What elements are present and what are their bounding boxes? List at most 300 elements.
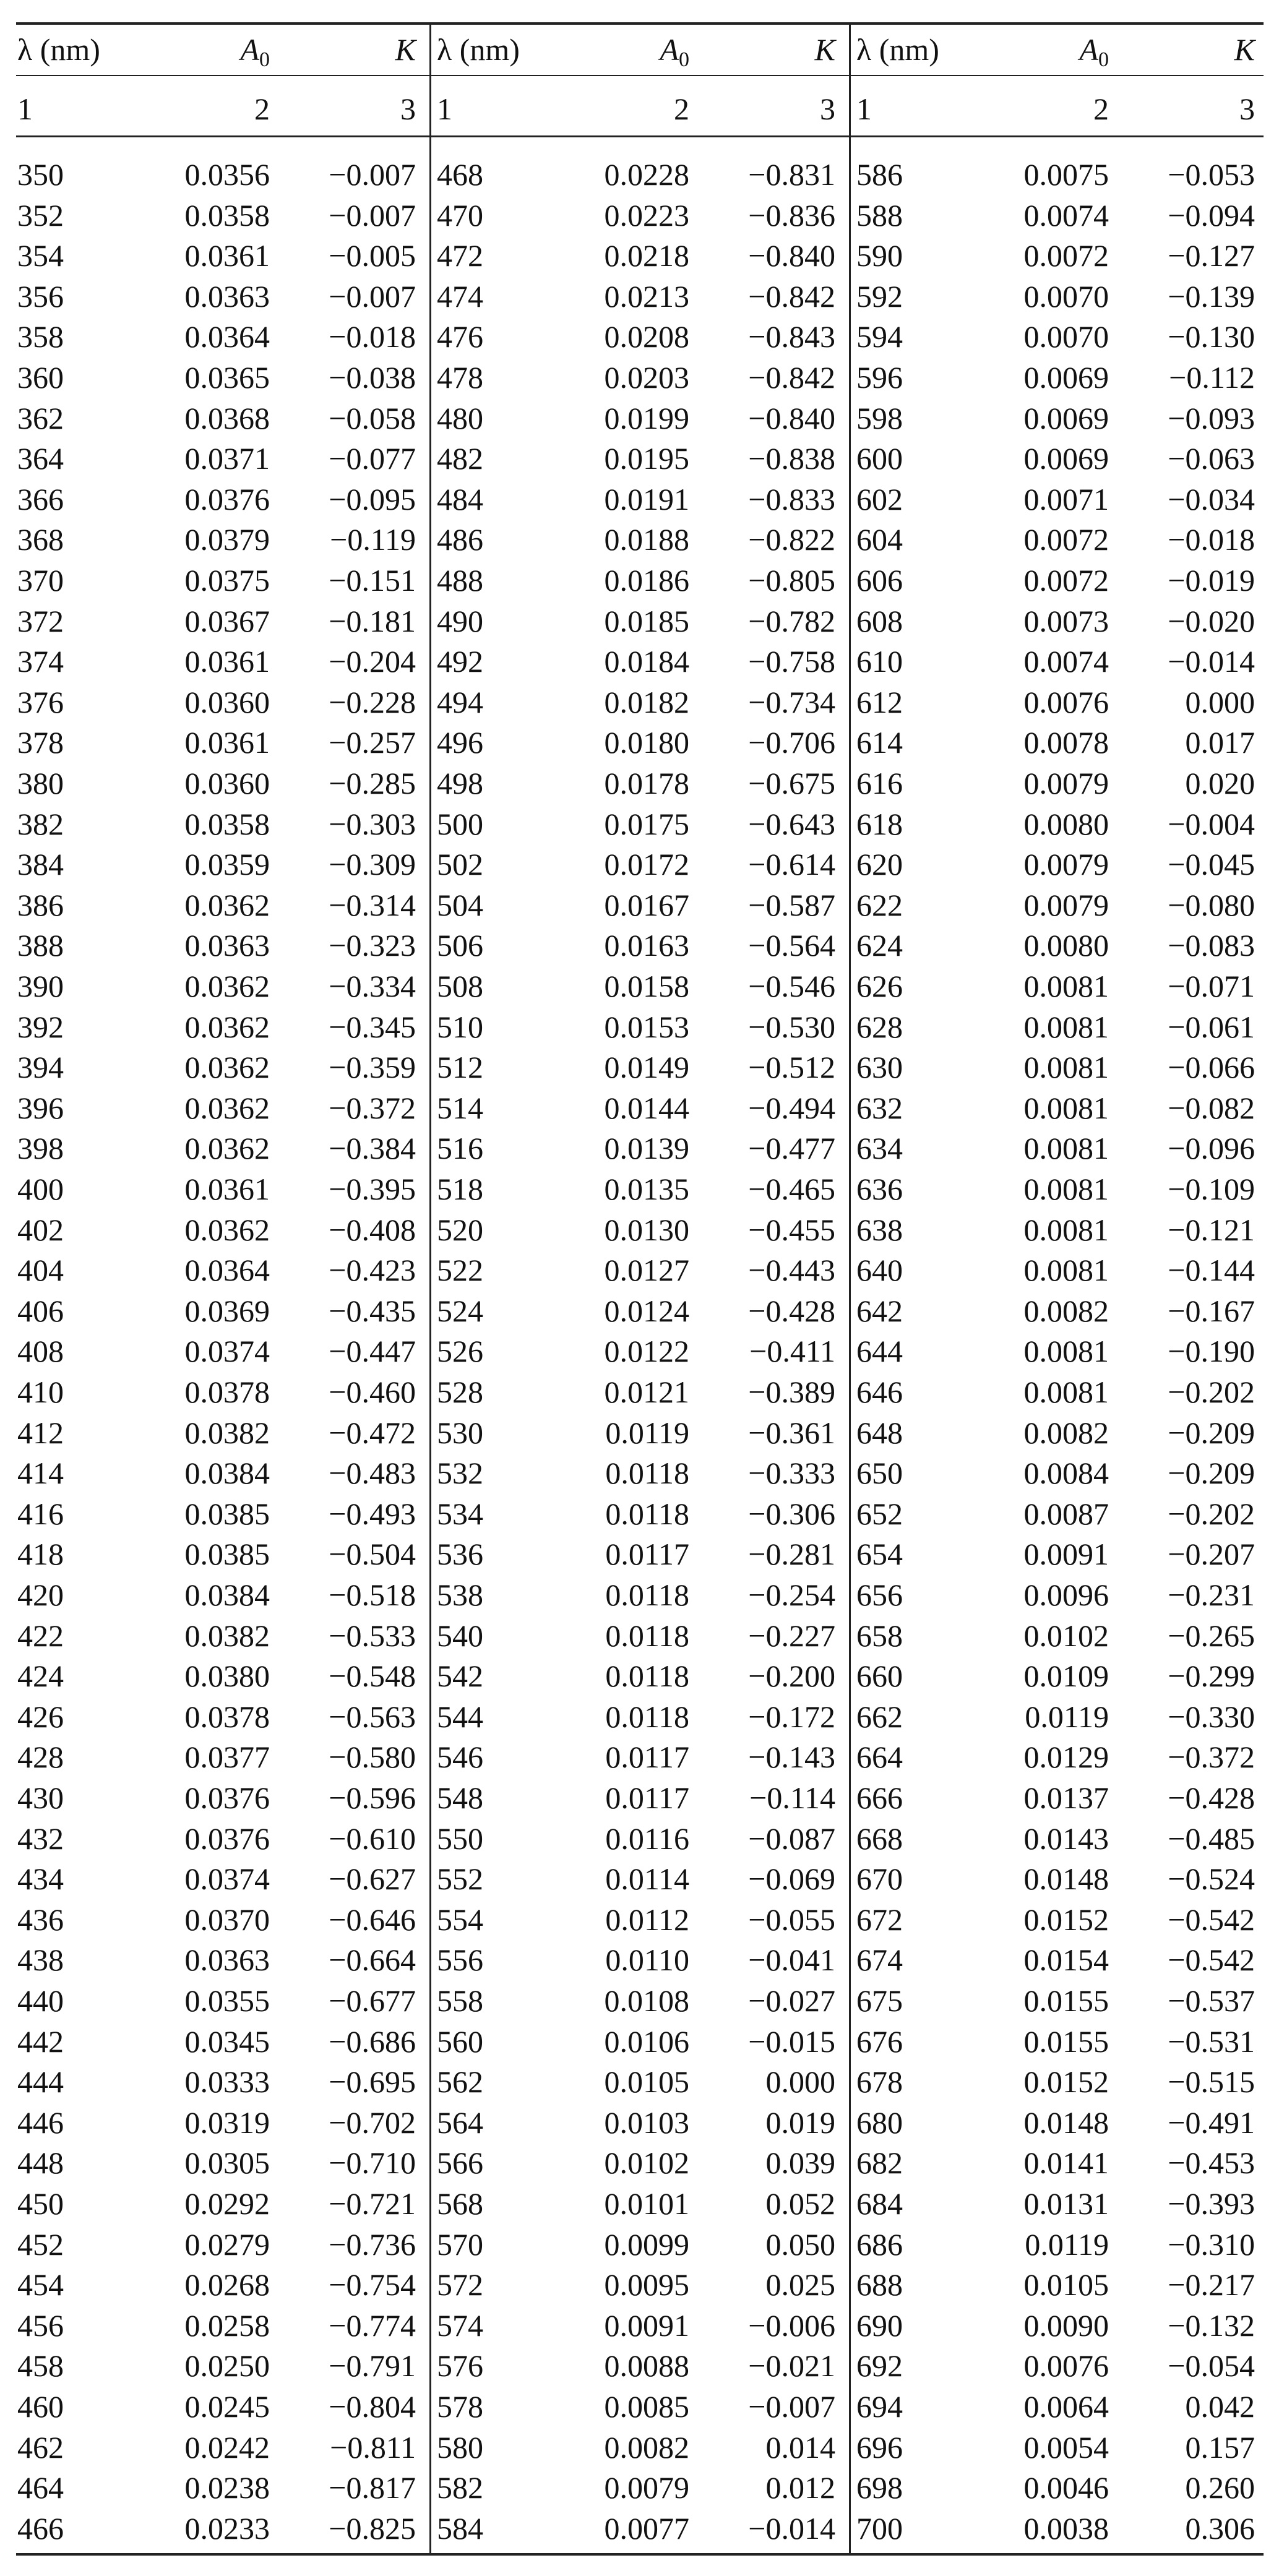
a0-cell: 0.0218 [604,238,689,273]
a0-cell: 0.0378 [184,1375,270,1409]
wavelength-cell: 354 [17,238,64,273]
a0-cell: 0.0112 [605,1902,689,1937]
k-cell: −0.627 [329,1861,416,1896]
wavelength-cell: 588 [856,198,903,233]
k-cell: −0.004 [1168,807,1255,841]
a0-cell: 0.0360 [184,766,270,801]
k-cell: −0.542 [1168,1902,1255,1937]
a0-cell: 0.0081 [1023,1334,1109,1368]
wavelength-cell: 368 [17,522,64,557]
wavelength-cell: 518 [437,1172,483,1206]
a0-cell: 0.0188 [604,522,689,557]
k-cell: −0.306 [748,1496,835,1531]
a0-cell: 0.0064 [1023,2389,1109,2424]
k-cell: −0.209 [1168,1415,1255,1450]
a0-cell: 0.0292 [184,2186,270,2221]
wavelength-cell: 432 [17,1821,64,1856]
k-cell: −0.563 [329,1699,416,1734]
wavelength-cell: 680 [856,2105,903,2140]
k-cell: −0.587 [748,888,835,922]
k-cell: 0.157 [1185,2430,1255,2465]
wavelength-cell: 538 [437,1578,483,1612]
a0-cell: 0.0362 [184,1091,270,1125]
wavelength-cell: 430 [17,1780,64,1815]
wavelength-cell: 582 [437,2470,483,2505]
k-cell: −0.840 [748,238,835,273]
k-cell: −0.774 [329,2308,416,2343]
wavelength-cell: 396 [17,1091,64,1125]
k-cell: −0.614 [748,847,835,882]
column-number: 2 [1093,92,1109,126]
wavelength-cell: 564 [437,2105,483,2140]
k-cell: −0.710 [329,2145,416,2180]
k-cell: −0.447 [329,1334,416,1368]
k-cell: −0.831 [748,157,835,192]
wavelength-cell: 386 [17,888,64,922]
wavelength-cell: 694 [856,2389,903,2424]
k-cell: −0.842 [748,279,835,314]
wavelength-cell: 604 [856,522,903,557]
a0-cell: 0.0118 [605,1456,689,1490]
k-cell: 0.000 [765,2064,835,2099]
column-number: 2 [674,92,689,126]
k-cell: −0.054 [1168,2348,1255,2383]
wavelength-cell: 646 [856,1375,903,1409]
wavelength-cell: 598 [856,401,903,436]
wavelength-cell: 644 [856,1334,903,1368]
wavelength-cell: 356 [17,279,64,314]
a0-cell: 0.0118 [605,1659,689,1693]
k-cell: 0.260 [1185,2470,1255,2505]
wavelength-cell: 504 [437,888,483,922]
a0-cell: 0.0082 [1023,1294,1109,1328]
wavelength-cell: 524 [437,1294,483,1328]
k-cell: −0.833 [748,482,835,517]
k-cell: −0.428 [748,1294,835,1328]
k-cell: −0.114 [749,1780,835,1815]
k-cell: 0.052 [765,2186,835,2221]
k-cell: −0.702 [329,2105,416,2140]
a0-cell: 0.0152 [1023,2064,1109,2099]
k-cell: −0.058 [329,401,416,436]
a0-cell: 0.0154 [1023,1943,1109,1977]
k-cell: −0.515 [1168,2064,1255,2099]
k-cell: −0.055 [748,1902,835,1937]
wavelength-cell: 414 [17,1456,64,1490]
wavelength-cell: 394 [17,1050,64,1084]
k-cell: −0.207 [1168,1537,1255,1571]
a0-cell: 0.0072 [1023,563,1109,598]
header-k: K [1234,32,1255,67]
wavelength-cell: 560 [437,2024,483,2059]
k-cell: −0.817 [329,2470,416,2505]
a0-cell: 0.0167 [604,888,689,922]
a0-cell: 0.0359 [184,847,270,882]
wavelength-cell: 448 [17,2145,64,2180]
k-cell: −0.491 [1168,2105,1255,2140]
wavelength-cell: 366 [17,482,64,517]
column-divider-2 [849,22,851,2556]
a0-cell: 0.0102 [604,2145,689,2180]
wavelength-cell: 624 [856,928,903,963]
k-cell: −0.314 [329,888,416,922]
wavelength-cell: 584 [437,2511,483,2546]
wavelength-cell: 398 [17,1131,64,1166]
k-cell: −0.299 [1168,1659,1255,1693]
k-cell: −0.840 [748,401,835,436]
k-cell: −0.027 [748,1983,835,2018]
wavelength-cell: 506 [437,928,483,963]
a0-cell: 0.0122 [604,1334,689,1368]
wavelength-cell: 696 [856,2430,903,2465]
a0-cell: 0.0069 [1023,441,1109,476]
column-number: 1 [856,92,872,126]
wavelength-cell: 558 [437,1983,483,2018]
a0-cell: 0.0080 [1023,807,1109,841]
header-k: K [395,32,416,67]
wavelength-cell: 574 [437,2308,483,2343]
a0-cell: 0.0103 [604,2105,689,2140]
a0-cell: 0.0345 [184,2024,270,2059]
a0-cell: 0.0090 [1023,2308,1109,2343]
a0-cell: 0.0155 [1023,1983,1109,2018]
k-cell: −0.014 [748,2511,835,2546]
k-cell: −0.231 [1168,1578,1255,1612]
k-cell: −0.204 [329,644,416,679]
k-cell: −0.190 [1168,1334,1255,1368]
k-cell: 0.019 [765,2105,835,2140]
a0-cell: 0.0119 [1025,2227,1109,2262]
wavelength-cell: 364 [17,441,64,476]
wavelength-cell: 620 [856,847,903,882]
wavelength-cell: 360 [17,360,64,395]
wavelength-cell: 402 [17,1213,64,1247]
a0-cell: 0.0127 [604,1253,689,1287]
a0-cell: 0.0195 [604,441,689,476]
a0-cell: 0.0117 [605,1537,689,1571]
a0-cell: 0.0096 [1023,1578,1109,1612]
a0-cell: 0.0069 [1023,360,1109,395]
wavelength-cell: 572 [437,2267,483,2302]
wavelength-cell: 562 [437,2064,483,2099]
a0-cell: 0.0074 [1023,644,1109,679]
k-cell: −0.537 [1168,1983,1255,2018]
k-cell: −0.443 [748,1253,835,1287]
k-cell: −0.227 [748,1618,835,1653]
a0-cell: 0.0375 [184,563,270,598]
k-cell: −0.080 [1168,888,1255,922]
wavelength-cell: 630 [856,1050,903,1084]
a0-cell: 0.0367 [184,604,270,638]
data-table [16,22,1264,2556]
a0-cell: 0.0082 [604,2430,689,2465]
wavelength-cell: 686 [856,2227,903,2262]
a0-cell: 0.0069 [1023,401,1109,436]
wavelength-cell: 444 [17,2064,64,2099]
a0-cell: 0.0081 [1023,1131,1109,1166]
wavelength-cell: 378 [17,725,64,760]
k-cell: −0.018 [1168,522,1255,557]
wavelength-cell: 552 [437,1861,483,1896]
k-cell: −0.548 [329,1659,416,1693]
a0-cell: 0.0143 [1023,1821,1109,1856]
wavelength-cell: 384 [17,847,64,882]
wavelength-cell: 544 [437,1699,483,1734]
k-cell: −0.257 [329,725,416,760]
k-cell: −0.706 [748,725,835,760]
a0-cell: 0.0365 [184,360,270,395]
k-cell: −0.323 [329,928,416,963]
a0-cell: 0.0074 [1023,198,1109,233]
a0-cell: 0.0131 [1023,2186,1109,2221]
wavelength-cell: 632 [856,1091,903,1125]
wavelength-cell: 488 [437,563,483,598]
wavelength-cell: 500 [437,807,483,841]
a0-cell: 0.0091 [604,2308,689,2343]
k-cell: −0.018 [329,319,416,354]
a0-cell: 0.0054 [1023,2430,1109,2465]
k-cell: −0.485 [1168,1821,1255,1856]
k-cell: −0.132 [1168,2308,1255,2343]
a0-cell: 0.0081 [1023,1213,1109,1247]
k-cell: −0.345 [329,1010,416,1044]
a0-cell: 0.0378 [184,1699,270,1734]
wavelength-cell: 482 [437,441,483,476]
a0-cell: 0.0148 [1023,1861,1109,1896]
k-cell: −0.483 [329,1456,416,1490]
k-cell: −0.007 [329,157,416,192]
wavelength-cell: 634 [856,1131,903,1166]
k-cell: −0.077 [329,441,416,476]
a0-cell: 0.0153 [604,1010,689,1044]
a0-cell: 0.0118 [605,1578,689,1612]
k-cell: −0.782 [748,604,835,638]
k-cell: −0.504 [329,1537,416,1571]
a0-cell: 0.0075 [1023,157,1109,192]
a0-cell: 0.0148 [1023,2105,1109,2140]
k-cell: −0.038 [329,360,416,395]
k-cell: −0.531 [1168,2024,1255,2059]
k-cell: −0.309 [329,847,416,882]
a0-cell: 0.0118 [605,1618,689,1653]
subheader-rule [16,135,1264,137]
a0-cell: 0.0185 [604,604,689,638]
k-cell: −0.094 [1168,198,1255,233]
k-cell: −0.791 [329,2348,416,2383]
a0-cell: 0.0172 [604,847,689,882]
a0-cell: 0.0362 [184,888,270,922]
a0-cell: 0.0333 [184,2064,270,2099]
header-a0-symbol: A [240,32,259,67]
wavelength-cell: 676 [856,2024,903,2059]
header-a0 [109,31,270,71]
k-cell: −0.477 [748,1131,835,1166]
column-divider-1 [429,22,431,2556]
wavelength-cell: 476 [437,319,483,354]
k-cell: −0.069 [748,1861,835,1896]
k-cell: −0.805 [748,563,835,598]
wavelength-cell: 376 [17,685,64,719]
a0-cell: 0.0208 [604,319,689,354]
k-cell: −0.333 [748,1456,835,1490]
a0-cell: 0.0072 [1023,522,1109,557]
a0-cell: 0.0305 [184,2145,270,2180]
wavelength-cell: 382 [17,807,64,841]
wavelength-cell: 542 [437,1659,483,1693]
a0-cell: 0.0376 [184,1780,270,1815]
a0-cell: 0.0385 [184,1537,270,1571]
wavelength-cell: 502 [437,847,483,882]
k-cell: −0.151 [329,563,416,598]
k-cell: −0.423 [329,1253,416,1287]
k-cell: −0.843 [748,319,835,354]
k-cell: −0.542 [1168,1943,1255,1977]
wavelength-cell: 490 [437,604,483,638]
k-cell: −0.533 [329,1618,416,1653]
a0-cell: 0.0095 [604,2267,689,2302]
k-cell: −0.127 [1168,238,1255,273]
wavelength-cell: 350 [17,157,64,192]
wavelength-cell: 550 [437,1821,483,1856]
k-cell: −0.460 [329,1375,416,1409]
a0-cell: 0.0233 [184,2511,270,2546]
header-lambda: λ (nm) [856,32,939,67]
wavelength-cell: 424 [17,1659,64,1693]
a0-cell: 0.0102 [1023,1618,1109,1653]
k-cell: −0.071 [1168,969,1255,1003]
wavelength-cell: 388 [17,928,64,963]
wavelength-cell: 592 [856,279,903,314]
k-cell: −0.695 [329,2064,416,2099]
k-cell: −0.411 [749,1334,835,1368]
wavelength-cell: 418 [17,1537,64,1571]
wavelength-cell: 578 [437,2389,483,2424]
wavelength-cell: 554 [437,1902,483,1937]
wavelength-cell: 436 [17,1902,64,1937]
wavelength-cell: 516 [437,1131,483,1166]
wavelength-cell: 608 [856,604,903,638]
a0-cell: 0.0117 [605,1740,689,1774]
wavelength-cell: 528 [437,1375,483,1409]
a0-cell: 0.0141 [1023,2145,1109,2180]
a0-cell: 0.0071 [1023,482,1109,517]
k-cell: −0.285 [329,766,416,801]
k-cell: −0.095 [329,482,416,517]
column-number: 1 [17,92,33,126]
wavelength-cell: 548 [437,1780,483,1815]
wavelength-cell: 642 [856,1294,903,1328]
k-cell: 0.017 [1185,725,1255,760]
column-number: 3 [820,92,835,126]
k-cell: −0.021 [748,2348,835,2383]
k-cell: −0.181 [329,604,416,638]
a0-cell: 0.0070 [1023,319,1109,354]
wavelength-cell: 600 [856,441,903,476]
wavelength-cell: 486 [437,522,483,557]
a0-cell: 0.0184 [604,644,689,679]
wavelength-cell: 566 [437,2145,483,2180]
a0-cell: 0.0384 [184,1578,270,1612]
wavelength-cell: 660 [856,1659,903,1693]
k-cell: −0.825 [329,2511,416,2546]
k-cell: −0.361 [748,1415,835,1450]
a0-cell: 0.0360 [184,685,270,719]
a0-cell: 0.0118 [605,1496,689,1531]
wavelength-cell: 688 [856,2267,903,2302]
wavelength-cell: 508 [437,969,483,1003]
wavelength-cell: 494 [437,685,483,719]
a0-cell: 0.0038 [1023,2511,1109,2546]
header-a0-symbol: A [1079,32,1098,67]
wavelength-cell: 664 [856,1740,903,1774]
column-number: 2 [254,92,270,126]
wavelength-cell: 470 [437,198,483,233]
a0-cell: 0.0106 [604,2024,689,2059]
k-cell: −0.734 [748,685,835,719]
a0-cell: 0.0199 [604,401,689,436]
wavelength-cell: 568 [437,2186,483,2221]
k-cell: −0.005 [329,238,416,273]
a0-cell: 0.0258 [184,2308,270,2343]
wavelength-cell: 534 [437,1496,483,1531]
wavelength-cell: 614 [856,725,903,760]
a0-cell: 0.0081 [1023,1172,1109,1206]
wavelength-cell: 612 [856,685,903,719]
a0-cell: 0.0080 [1023,928,1109,963]
a0-cell: 0.0124 [604,1294,689,1328]
a0-cell: 0.0364 [184,319,270,354]
k-cell: −0.453 [1168,2145,1255,2180]
a0-cell: 0.0084 [1023,1456,1109,1490]
a0-cell: 0.0376 [184,482,270,517]
a0-cell: 0.0319 [184,2105,270,2140]
wavelength-cell: 654 [856,1537,903,1571]
a0-cell: 0.0213 [604,279,689,314]
header-a0-symbol: A [660,32,679,67]
wavelength-cell: 586 [856,157,903,192]
header-rule [16,75,1264,76]
a0-cell: 0.0363 [184,279,270,314]
a0-cell: 0.0085 [604,2389,689,2424]
k-cell: −0.472 [329,1415,416,1450]
a0-cell: 0.0377 [184,1740,270,1774]
k-cell: −0.610 [329,1821,416,1856]
wavelength-cell: 628 [856,1010,903,1044]
top-rule [16,22,1264,25]
a0-cell: 0.0088 [604,2348,689,2383]
wavelength-cell: 406 [17,1294,64,1328]
a0-cell: 0.0079 [1023,766,1109,801]
a0-cell: 0.0358 [184,198,270,233]
k-cell: −0.217 [1168,2267,1255,2302]
k-cell: −0.228 [329,685,416,719]
k-cell: −0.172 [748,1699,835,1734]
a0-cell: 0.0158 [604,969,689,1003]
wavelength-cell: 454 [17,2267,64,2302]
a0-cell: 0.0144 [604,1091,689,1125]
k-cell: −0.007 [329,279,416,314]
k-cell: 0.025 [765,2267,835,2302]
column-number: 1 [437,92,452,126]
k-cell: −0.596 [329,1780,416,1815]
a0-cell: 0.0238 [184,2470,270,2505]
a0-cell: 0.0121 [604,1375,689,1409]
wavelength-cell: 478 [437,360,483,395]
a0-cell: 0.0356 [184,157,270,192]
k-cell: −0.139 [1168,279,1255,314]
k-cell: −0.144 [1168,1253,1255,1287]
wavelength-cell: 416 [17,1496,64,1531]
